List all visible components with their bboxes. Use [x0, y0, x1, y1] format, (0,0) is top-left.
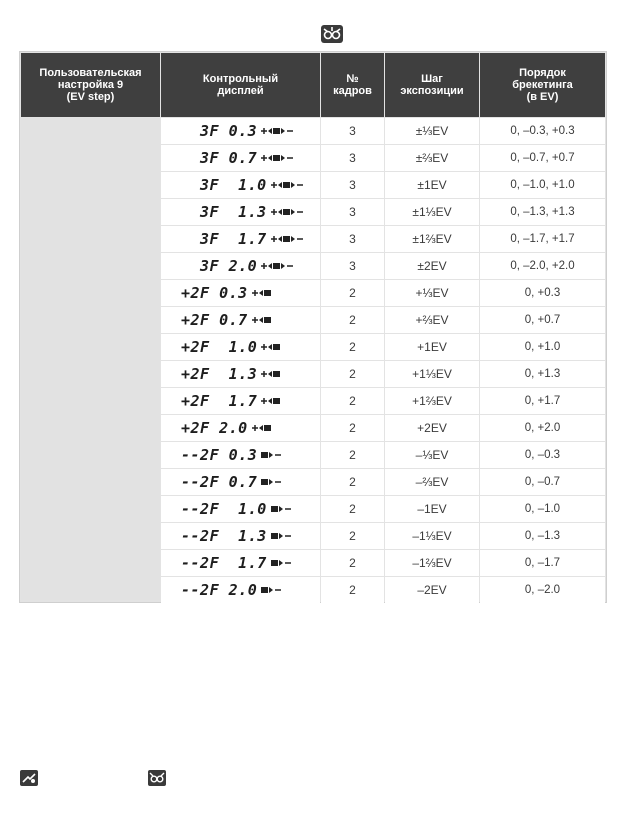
bracketing-indicator-icon — [260, 341, 281, 353]
lcd-readout: 3F 0.3 — [200, 122, 258, 140]
lcd-readout: 3F 0.7 — [200, 149, 258, 167]
bracketing-order-cell: 0, +2.0 — [480, 415, 605, 441]
control-display-cell — [161, 523, 320, 549]
bracketing-indicator-icon — [260, 395, 281, 407]
bracketing-indicator-icon — [270, 557, 292, 569]
lcd-readout: --2F 0.7 — [181, 473, 258, 491]
exposure-step-cell: +2EV — [385, 415, 479, 441]
header-control-display: Контрольный дисплей — [161, 53, 320, 117]
frames-cell: 2 — [321, 415, 384, 441]
bracketing-order-cell: 0, –2.0, +2.0 — [480, 253, 605, 279]
frames-cell: 2 — [321, 550, 384, 576]
exposure-step-cell: +1⅓EV — [385, 361, 479, 387]
lcd-readout: 3F 1.7 — [200, 230, 267, 248]
bracketing-order-cell: 0, +1.3 — [480, 361, 605, 387]
bracketing-indicator-icon — [270, 233, 304, 245]
table-row — [161, 145, 605, 171]
exposure-step-cell: –2EV — [385, 577, 479, 603]
lcd-readout: +2F 0.3 — [181, 284, 248, 302]
frames-cell: 2 — [321, 334, 384, 360]
lcd-readout: +2F 0.7 — [181, 311, 248, 329]
control-display-cell — [161, 388, 320, 414]
header-frames: № кадров — [321, 53, 384, 117]
lcd-readout: +2F 1.0 — [181, 338, 258, 356]
lcd-readout: --2F 2.0 — [181, 581, 258, 599]
bracketing-indicator-icon — [260, 476, 282, 488]
bracketing-indicator-icon — [251, 314, 272, 326]
control-display-cell — [161, 415, 320, 441]
bracketing-indicator-icon — [251, 422, 272, 434]
bracketing-order-cell: 0, –0.7, +0.7 — [480, 145, 605, 171]
control-display-cell — [161, 307, 320, 333]
frames-cell: 2 — [321, 523, 384, 549]
custom-setting-cell — [21, 118, 160, 600]
control-display-cell — [161, 361, 320, 387]
table-row — [161, 496, 605, 522]
frames-cell: 2 — [321, 496, 384, 522]
bracketing-indicator-icon — [260, 152, 294, 164]
frames-cell: 3 — [321, 172, 384, 198]
table-row — [161, 307, 605, 333]
bracketing-indicator-icon — [270, 503, 292, 515]
control-display-cell — [161, 469, 320, 495]
exposure-step-cell: ±1⅓EV — [385, 199, 479, 225]
control-display-cell — [161, 199, 320, 225]
frames-cell: 2 — [321, 469, 384, 495]
table-row — [161, 415, 605, 441]
exposure-step-cell: +⅓EV — [385, 280, 479, 306]
lcd-readout: +2F 1.7 — [181, 392, 258, 410]
bracketing-order-cell: 0, –0.7 — [480, 469, 605, 495]
table-row — [161, 118, 605, 144]
frames-cell: 2 — [321, 577, 384, 603]
frames-cell: 2 — [321, 361, 384, 387]
table-row — [161, 172, 605, 198]
exposure-step-cell: –1⅓EV — [385, 523, 479, 549]
header-bracketing-order: Порядок брекетинга (в EV) — [480, 53, 605, 117]
bracketing-indicator-icon — [270, 179, 304, 191]
exposure-step-cell: +⅔EV — [385, 307, 479, 333]
frames-cell: 3 — [321, 118, 384, 144]
control-display-cell — [161, 442, 320, 468]
exposure-step-cell: ±⅔EV — [385, 145, 479, 171]
exposure-step-cell: +1⅔EV — [385, 388, 479, 414]
exposure-step-cell: +1EV — [385, 334, 479, 360]
table-row — [161, 199, 605, 225]
bracketing-indicator-icon — [260, 449, 282, 461]
frames-cell: 3 — [321, 199, 384, 225]
frames-cell: 3 — [321, 253, 384, 279]
lcd-readout: 3F 2.0 — [200, 257, 258, 275]
bracketing-order-cell: 0, +1.7 — [480, 388, 605, 414]
custom-setting-icon — [148, 770, 166, 786]
bracketing-indicator-icon — [260, 125, 294, 137]
bracketing-order-cell: 0, +0.3 — [480, 280, 605, 306]
lcd-readout: 3F 1.3 — [200, 203, 267, 221]
exposure-step-cell: –1EV — [385, 496, 479, 522]
control-display-cell — [161, 280, 320, 306]
lcd-readout: --2F 1.0 — [181, 500, 267, 518]
table-row — [161, 226, 605, 252]
lcd-readout: --2F 1.7 — [181, 554, 267, 572]
exposure-step-cell: –1⅔EV — [385, 550, 479, 576]
control-display-cell — [161, 496, 320, 522]
bracketing-indicator-icon — [270, 206, 304, 218]
frames-cell: 2 — [321, 307, 384, 333]
frames-cell: 2 — [321, 388, 384, 414]
frames-cell: 2 — [321, 280, 384, 306]
lcd-readout: 3F 1.0 — [200, 176, 267, 194]
bracketing-order-cell: 0, –0.3 — [480, 442, 605, 468]
control-display-cell — [161, 145, 320, 171]
bracketing-order-cell: 0, –2.0 — [480, 577, 605, 603]
header-custom-setting: Пользовательская настройка 9 (EV step) — [21, 53, 160, 117]
bracketing-order-cell: 0, +0.7 — [480, 307, 605, 333]
bracketing-order-cell: 0, –1.3, +1.3 — [480, 199, 605, 225]
bracketing-order-cell: 0, –1.7, +1.7 — [480, 226, 605, 252]
exposure-step-cell: ±1EV — [385, 172, 479, 198]
bracketing-order-cell: 0, –1.0, +1.0 — [480, 172, 605, 198]
ev-bracketing-table — [19, 51, 607, 603]
exposure-step-cell: –⅔EV — [385, 469, 479, 495]
control-display-cell — [161, 253, 320, 279]
frames-cell: 3 — [321, 226, 384, 252]
table-row — [161, 361, 605, 387]
header-exposure-step: Шаг экспозиции — [385, 53, 479, 117]
table-row — [161, 523, 605, 549]
bracketing-indicator-icon — [260, 260, 294, 272]
table-row — [161, 442, 605, 468]
exposure-step-cell: ±2EV — [385, 253, 479, 279]
exposure-step-cell: ±⅓EV — [385, 118, 479, 144]
table-row — [161, 577, 605, 603]
control-display-cell — [161, 334, 320, 360]
control-display-cell — [161, 172, 320, 198]
table-row — [161, 550, 605, 576]
bracketing-indicator-icon — [251, 287, 272, 299]
bracketing-order-cell: 0, –1.3 — [480, 523, 605, 549]
control-display-cell — [161, 226, 320, 252]
bracketing-indicator-icon — [270, 530, 292, 542]
bracketing-order-cell: 0, +1.0 — [480, 334, 605, 360]
table-row — [161, 280, 605, 306]
bracketing-order-cell: 0, –1.0 — [480, 496, 605, 522]
lcd-readout: +2F 2.0 — [181, 419, 248, 437]
lcd-readout: --2F 1.3 — [181, 527, 267, 545]
custom-setting-icon — [321, 25, 343, 43]
frames-cell: 3 — [321, 145, 384, 171]
exposure-step-cell: –⅓EV — [385, 442, 479, 468]
table-row — [161, 334, 605, 360]
control-display-cell — [161, 577, 320, 603]
lcd-readout: --2F 0.3 — [181, 446, 258, 464]
frames-cell: 2 — [321, 442, 384, 468]
lcd-readout: +2F 1.3 — [181, 365, 258, 383]
control-display-cell — [161, 550, 320, 576]
table-row — [161, 253, 605, 279]
table-row — [161, 469, 605, 495]
bracketing-indicator-icon — [260, 584, 282, 596]
custom-settings-menu-icon — [20, 770, 38, 786]
exposure-step-cell: ±1⅔EV — [385, 226, 479, 252]
bracketing-indicator-icon — [260, 368, 281, 380]
bracketing-order-cell: 0, –1.7 — [480, 550, 605, 576]
table-row — [161, 388, 605, 414]
control-display-cell — [161, 118, 320, 144]
bracketing-order-cell: 0, –0.3, +0.3 — [480, 118, 605, 144]
